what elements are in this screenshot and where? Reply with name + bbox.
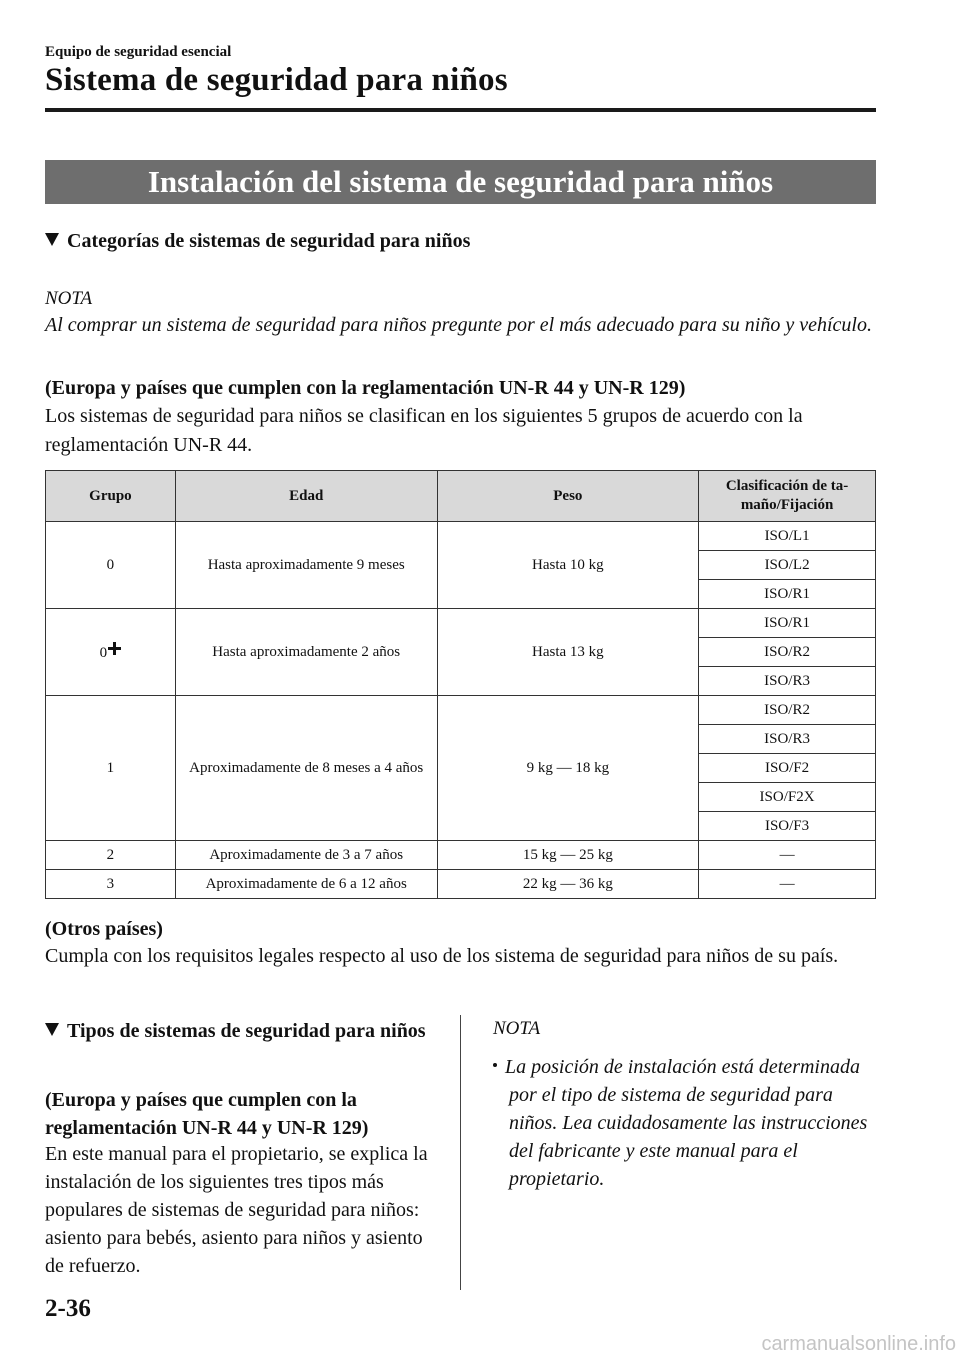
cell-class: ISO/R2 (699, 696, 876, 725)
types-europe-heading: (Europa y países que cumplen con la reglamentación UN-R 44 y UN-R 129) (45, 1089, 369, 1139)
right-note-bullet-text: La posición de instalación está determinada por el tipo de sistema de seguridad para niños. Lea cuidadosamente las instrucciones del fabricante y este manual para el propietario. (505, 1056, 868, 1190)
table-row (46, 696, 876, 725)
note-label: NOTA (45, 288, 93, 309)
categories-heading-text: Categorías de sistemas de seguridad para niños (67, 230, 471, 252)
cell-class: — (699, 870, 876, 899)
table-row (46, 841, 876, 870)
europe-heading: (Europa y países que cumplen con la reglamentación UN-R 44 y UN-R 129) (45, 377, 686, 399)
groups-table (45, 470, 876, 899)
types-text: En este manual para el propietario, se explica la instalación de los siguientes tres tipos más populares de sistemas de seguridad para niños: asiento para bebés, asiento para niños y asiento de refuerzo. (45, 1143, 428, 1277)
types-heading-text: Tipos de sistemas de seguridad para niños (67, 1020, 426, 1042)
page-number: 2-36 (45, 1295, 91, 1322)
header-group: Grupo (46, 471, 176, 522)
header-classification: Clasificación de ta-maño/Fijación (699, 471, 876, 522)
page-title: Sistema de seguridad para niños (45, 62, 508, 98)
cell-weight: Hasta 13 kg (437, 609, 699, 696)
cell-class: ISO/R2 (699, 638, 876, 667)
cell-weight: 22 kg — 36 kg (437, 870, 699, 899)
cell-age: Hasta aproximadamente 9 meses (175, 522, 437, 609)
europe-text: Los sistemas de seguridad para niños se clasifican en los siguientes 5 grupos de acuerdo con la reglamentación UN-R 44. (45, 405, 803, 456)
title-rule (45, 108, 876, 112)
cell-group: 3 (46, 870, 176, 899)
note-text: Al comprar un sistema de seguridad para niños pregunte por el más adecuado para su niño y vehículo. (45, 314, 872, 336)
cell-group: 1 (46, 696, 176, 841)
right-note-bullet (493, 1053, 879, 1193)
cell-class: ISO/F2X (699, 783, 876, 812)
cell-weight: Hasta 10 kg (437, 522, 699, 609)
cell-class: ISO/R1 (699, 580, 876, 609)
cell-age: Aproximadamente de 8 meses a 4 años (175, 696, 437, 841)
section-label: Equipo de seguridad esencial (45, 44, 232, 60)
cell-weight: 9 kg — 18 kg (437, 696, 699, 841)
header-age: Edad (175, 471, 437, 522)
cell-class: ISO/R3 (699, 667, 876, 696)
watermark: carmanualsonline.info (761, 1333, 956, 1355)
cell-weight: 15 kg — 25 kg (437, 841, 699, 870)
cell-class: ISO/R3 (699, 725, 876, 754)
table-row (46, 522, 876, 551)
table-row (46, 609, 876, 638)
cell-class: ISO/F2 (699, 754, 876, 783)
others-text: Cumpla con los requisitos legales respecto al uso de los sistema de seguridad para niños de su país. (45, 945, 839, 967)
cell-age: Aproximadamente de 6 a 12 años (175, 870, 437, 899)
bullet-icon (493, 1063, 497, 1067)
column-divider (460, 1015, 461, 1290)
types-heading (45, 1017, 445, 1046)
others-heading: (Otros países) (45, 918, 163, 940)
cell-group (46, 609, 176, 696)
cell-class: ISO/R1 (699, 609, 876, 638)
right-note-label: NOTA (493, 1018, 541, 1039)
categories-heading (45, 230, 470, 253)
cell-class: ISO/L2 (699, 551, 876, 580)
table-row (46, 870, 876, 899)
cell-group: 2 (46, 841, 176, 870)
table-header-row (46, 471, 876, 522)
group-number: 0 (99, 644, 108, 661)
plus-icon (108, 642, 121, 655)
triangle-down-icon (45, 233, 59, 246)
section-banner: Instalación del sistema de seguridad para niños (45, 160, 876, 204)
cell-group: 0 (46, 522, 176, 609)
cell-age: Hasta aproximadamente 2 años (175, 609, 437, 696)
cell-age: Aproximadamente de 3 a 7 años (175, 841, 437, 870)
triangle-down-icon (45, 1023, 59, 1036)
header-weight: Peso (437, 471, 699, 522)
cell-class: — (699, 841, 876, 870)
cell-class: ISO/L1 (699, 522, 876, 551)
cell-class: ISO/F3 (699, 812, 876, 841)
